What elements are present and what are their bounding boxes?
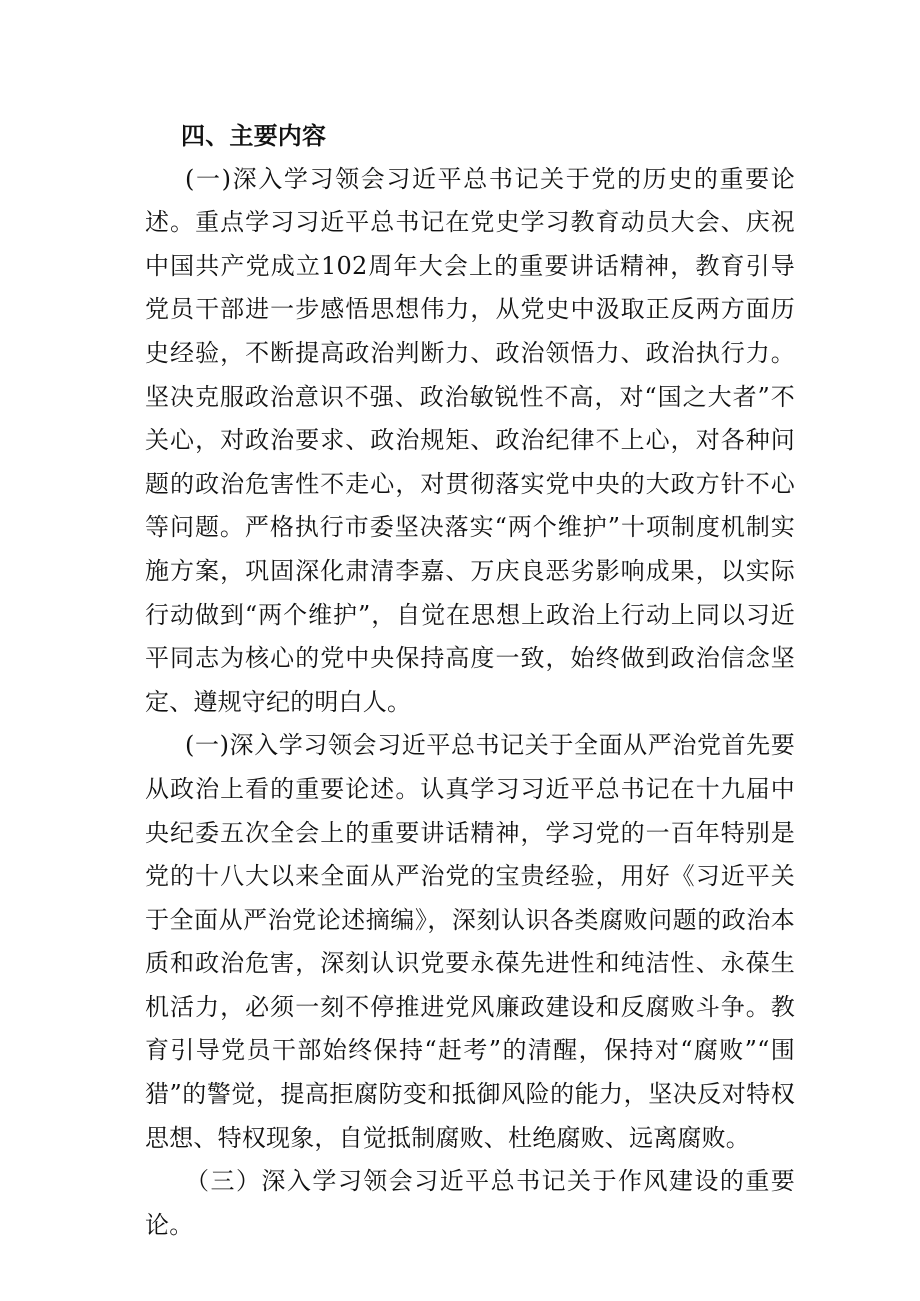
paragraph-work-style: （三）深入学习领会习近平总书记关于作风建设的重要论。 xyxy=(145,1167,795,1239)
document-body xyxy=(145,114,795,1247)
section-heading: 四、主要内容 xyxy=(181,121,327,150)
paragraph-party-history: (一)深入学习领会习近平总书记关于党的历史的重要论述。重点学习习近平总书记在党史学习教育动员大会、庆祝中国共产党成立102周年大会上的重要讲话精神，教育引导党员干部进一步感悟思想伟力，从党史中汲取正反两方面历史经验，不断提高政治判断力、政治领悟力、政治执行力。坚决克服政治意识不强、政治敏锐性不高，对“国之大者”不关心，对政治要求、政治规矩、政治纪律不上心，对各种问题的政治危害性不走心，对贯彻落实党中央的大政方针不心等问题。严格执行市委坚决落实“两个维护”十项制度机制实施方案，巩固深化肃清李嘉、万庆良恶劣影响成果，以实际行动做到“两个维护”，自觉在思想上政治上行动上同以习近平同志为核心的党中央保持高度一致，始终做到政治信念坚定、遵规守纪的明白人。 xyxy=(145,164,795,716)
paragraph-strict-governance: (一)深入学习领会习近平总书记关于全面从严治党首先要从政治上看的重要论述。认真学习习近平总书记在十九届中央纪委五次全会上的重要讲话精神，学习党的一百年特别是党的十八大以来全面从严治党的宝贵经验，用好《习近平关于全面从严治党论述摘编》，深刻认识各类腐败问题的政治本质和政治危害，深刻认识党要永葆先进性和纯洁性、永葆生机活力，必须一刻不停推进党风廉政建设和反腐败斗争。教育引导党员干部始终保持“赶考”的清醒，保持对“腐败”“围猎”的警觉，提高拒腐防变和抵御风险的能力，坚决反对特权思想、特权现象，自觉抵制腐败、杜绝腐败、远离腐败。 xyxy=(145,731,795,1152)
